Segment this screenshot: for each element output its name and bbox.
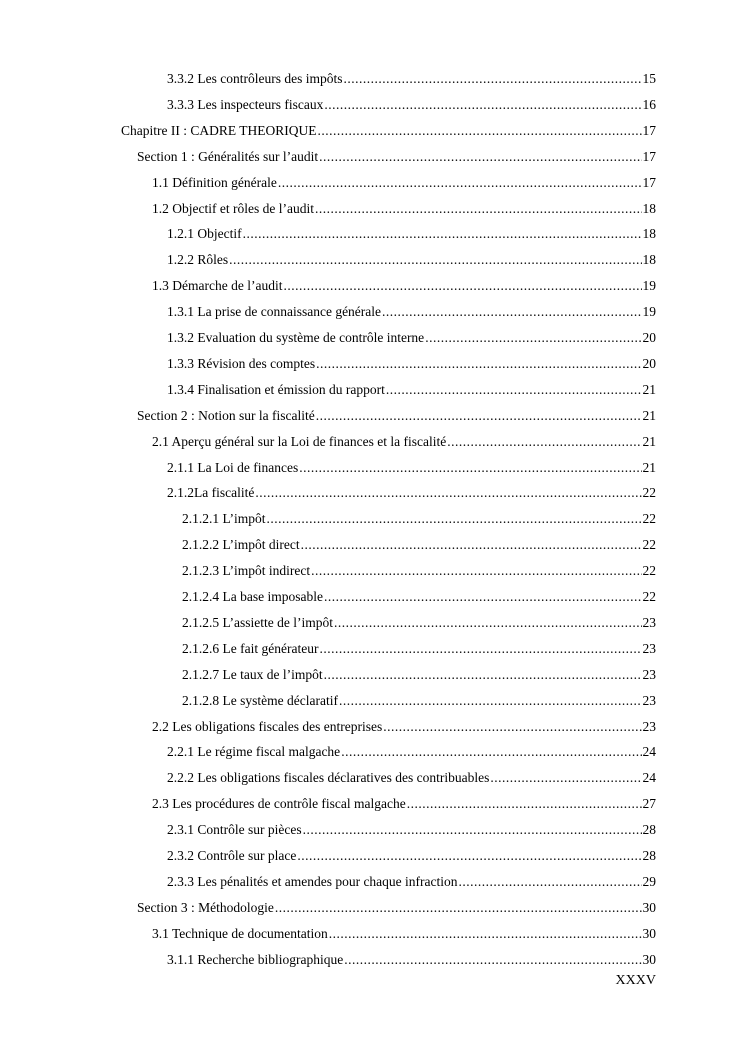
toc-dot-leader — [324, 97, 641, 113]
toc-entry — [167, 874, 656, 890]
toc-dot-leader — [319, 149, 641, 165]
toc-dot-leader — [229, 252, 641, 268]
toc-entry — [182, 641, 656, 657]
toc-entry — [182, 563, 656, 579]
toc-entry — [182, 693, 656, 709]
toc-entry-page: 30 — [642, 925, 656, 941]
toc-dot-leader — [301, 537, 642, 553]
toc-entry-label: 1.3.1 La prise de connaissance générale — [167, 304, 382, 320]
toc-entry-page: 24 — [642, 770, 656, 786]
toc-entry — [167, 71, 656, 87]
toc-entry-label: 1.1 Définition générale — [152, 174, 277, 190]
toc-entry-label: 1.3.3 Révision des comptes — [167, 355, 316, 371]
toc-entry — [182, 511, 656, 527]
toc-entry-label: 2.3 Les procédures de contrôle fiscal malgache — [152, 796, 406, 812]
toc-entry-label: 2.1 Aperçu général sur la Loi de finances et la fiscalité — [152, 433, 447, 449]
toc-entry-label: 2.1.2.5 L’assiette de l’impôt — [182, 614, 333, 630]
toc-dot-leader — [344, 952, 641, 968]
toc-entry-label: 2.1.2.3 L’impôt indirect — [182, 563, 311, 579]
toc-entry-label: 2.2.2 Les obligations fiscales déclaratives des contribuables — [167, 770, 490, 786]
toc-dot-leader — [407, 796, 642, 812]
toc-entry-label: 2.3.3 Les pénalités et amendes pour chaque infraction — [167, 873, 458, 889]
toc-entry-page: 30 — [642, 899, 656, 915]
toc-entry-page: 18 — [642, 226, 656, 242]
toc-dot-leader — [329, 926, 642, 942]
toc-dot-leader — [383, 719, 641, 735]
toc-entry-page: 17 — [642, 174, 656, 190]
toc-entry-label: 1.3.4 Finalisation et émission du rapport — [167, 381, 385, 397]
toc-dot-leader — [316, 356, 641, 372]
toc-dot-leader — [283, 278, 641, 294]
toc-entry-page: 21 — [642, 433, 656, 449]
toc-dot-leader — [316, 408, 642, 424]
toc-entry — [167, 848, 656, 864]
toc-dot-leader — [324, 589, 642, 605]
toc-entry — [167, 304, 656, 320]
toc-entry — [152, 278, 656, 294]
toc-entry — [152, 201, 656, 217]
toc-entry-page: 23 — [642, 718, 656, 734]
toc-entry — [167, 770, 656, 786]
toc-entry-label: 2.3.1 Contrôle sur pièces — [167, 822, 302, 838]
toc-entry-label: Section 2 : Notion sur la fiscalité — [137, 407, 315, 423]
toc-entry-page: 19 — [642, 304, 656, 320]
toc-dot-leader — [341, 744, 641, 760]
toc-entry-page: 22 — [642, 511, 656, 527]
toc-entry-label: 1.2.1 Objectif — [167, 226, 242, 242]
toc-entry — [167, 252, 656, 268]
toc-entry — [152, 796, 656, 812]
toc-entry — [137, 149, 656, 165]
toc-entry-label: 2.2 Les obligations fiscales des entreprises — [152, 718, 383, 734]
toc-entry — [152, 719, 656, 735]
toc-entry-page: 21 — [642, 459, 656, 475]
toc-entry-page: 17 — [642, 148, 656, 164]
toc-dot-leader — [447, 434, 641, 450]
toc-entry — [167, 97, 656, 113]
toc-entry — [167, 952, 656, 968]
toc-entry — [167, 330, 656, 346]
toc-entry-page: 22 — [642, 589, 656, 604]
toc-dot-leader — [319, 641, 641, 657]
toc-dot-leader — [243, 226, 642, 242]
toc-entry-label: Chapitre II : CADRE THEORIQUE — [121, 122, 317, 138]
toc-entry-label: 2.2.1 Le régime fiscal malgache — [167, 744, 341, 760]
toc-entry-page: 23 — [642, 614, 656, 630]
toc-entry-page: 21 — [642, 407, 656, 423]
toc-entry — [121, 123, 656, 139]
toc-entry-label: 1.3 Démarche de l’audit — [152, 278, 283, 294]
toc-entry-page: 15 — [642, 71, 656, 86]
toc-entry — [167, 460, 656, 476]
toc-entry — [152, 926, 656, 942]
toc-entry-label: 2.1.2.4 La base imposable — [182, 589, 323, 604]
toc-entry-label: 1.2 Objectif et rôles de l’audit — [152, 200, 314, 216]
toc-entry-label: 2.1.1 La Loi de finances — [167, 459, 299, 475]
toc-entry-page: 16 — [642, 96, 656, 112]
toc-entry — [182, 589, 656, 605]
toc-entry — [167, 226, 656, 242]
toc-entry-page: 20 — [642, 330, 656, 345]
page-number: XXXV — [615, 973, 656, 988]
toc-entry — [167, 356, 656, 372]
toc-entry-label: 3.3.3 Les inspecteurs fiscaux — [167, 96, 324, 112]
toc-entry — [167, 822, 656, 838]
toc-entry-label: 2.1.2.6 Le fait générateur — [182, 640, 319, 656]
toc-entry-label: 2.3.2 Contrôle sur place — [167, 848, 297, 863]
toc-entry-label: 3.1 Technique de documentation — [152, 925, 328, 941]
toc-entry-page: 28 — [642, 848, 656, 863]
toc-dot-leader — [275, 900, 642, 916]
toc-entry — [167, 382, 656, 398]
toc-entry-page: 30 — [642, 951, 656, 967]
toc-dot-leader — [339, 693, 642, 709]
toc-entry — [182, 537, 656, 553]
toc-entry — [137, 900, 656, 916]
toc-dot-leader — [317, 123, 641, 139]
toc-entry-label: 2.1.2La fiscalité — [167, 485, 255, 501]
toc-entry-page: 20 — [642, 355, 656, 371]
toc-entry-label: 3.3.2 Les contrôleurs des impôts — [167, 71, 343, 86]
toc-entry — [167, 744, 656, 760]
toc-entry-label: Section 1 : Généralités sur l’audit — [137, 148, 319, 164]
toc-entry-page: 27 — [642, 796, 656, 812]
toc-entry-label: 2.1.2.7 Le taux de l’impôt — [182, 666, 323, 682]
toc-entry-page: 29 — [642, 873, 656, 889]
toc-dot-leader — [311, 563, 641, 579]
toc-dot-leader — [490, 770, 641, 786]
toc-entry — [167, 485, 656, 501]
toc-entry-page: 21 — [642, 381, 656, 397]
toc-entry-page: 18 — [642, 252, 656, 268]
toc-dot-leader — [459, 874, 642, 890]
toc-entry-label: 2.1.2.1 L’impôt — [182, 511, 266, 527]
toc-entry-page: 24 — [642, 744, 656, 760]
toc-entry-label: 2.1.2.2 L’impôt direct — [182, 537, 300, 553]
toc-entry-page: 22 — [642, 485, 656, 501]
toc-entry-page: 23 — [642, 692, 656, 708]
toc-dot-leader — [303, 822, 642, 838]
toc-dot-leader — [297, 848, 641, 864]
toc-dot-leader — [278, 175, 642, 191]
toc-entry-label: 2.1.2.8 Le système déclaratif — [182, 692, 338, 708]
toc-dot-leader — [382, 304, 641, 320]
toc-dot-leader — [299, 460, 641, 476]
toc-dot-leader — [334, 615, 642, 631]
toc-dot-leader — [324, 667, 642, 683]
toc-entry — [152, 175, 656, 191]
toc-entry-page: 23 — [642, 666, 656, 682]
toc-entry-label: 1.2.2 Rôles — [167, 252, 229, 268]
toc-entry — [182, 667, 656, 683]
toc-entry-page: 22 — [642, 537, 656, 553]
toc-entry-label: 1.3.2 Evaluation du système de contrôle interne — [167, 330, 425, 345]
toc-entry-page: 17 — [642, 122, 656, 138]
toc-dot-leader — [343, 71, 641, 87]
toc-entry-page: 23 — [642, 640, 656, 656]
toc-entry-page: 28 — [642, 822, 656, 838]
toc-dot-leader — [255, 485, 641, 501]
toc-dot-leader — [425, 330, 641, 346]
toc-entry-page: 19 — [642, 278, 656, 294]
toc-dot-leader — [267, 511, 642, 527]
toc-entry-page: 18 — [642, 200, 656, 216]
toc-entry — [182, 615, 656, 631]
toc-dot-leader — [386, 382, 642, 398]
toc-dot-leader — [315, 201, 642, 217]
toc-entry-page: 22 — [642, 563, 656, 579]
toc-entry-label: Section 3 : Méthodologie — [137, 899, 274, 915]
toc-entry — [137, 408, 656, 424]
toc-entry-label: 3.1.1 Recherche bibliographique — [167, 951, 344, 967]
toc-entry — [152, 434, 656, 450]
